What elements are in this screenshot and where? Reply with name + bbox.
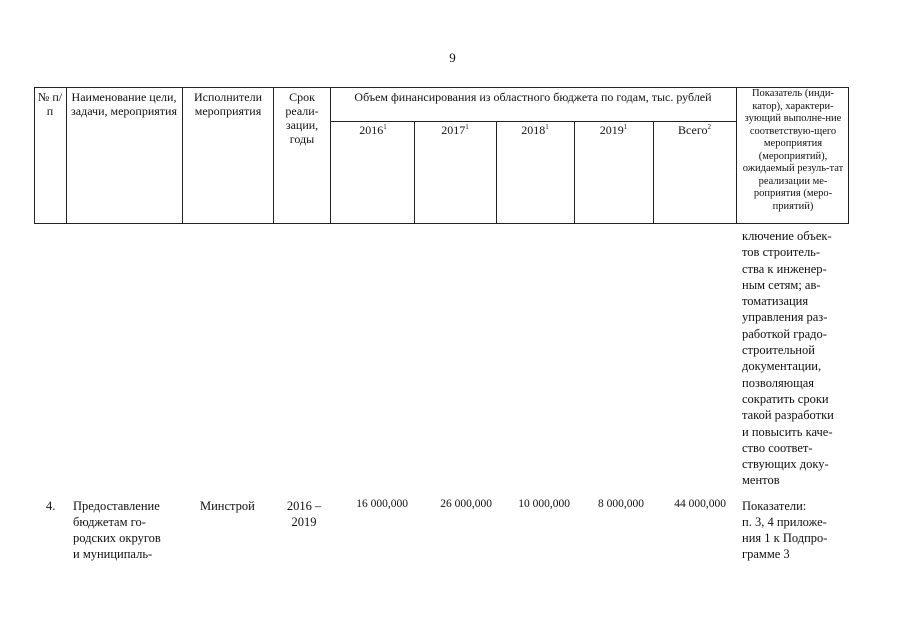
header-col-num: № п/п	[37, 90, 63, 118]
row-value-total: 44 000,000	[674, 498, 726, 510]
text-line: ство соответ-	[742, 440, 813, 455]
row-value-2018: 10 000,000	[518, 498, 570, 510]
column-divider	[574, 121, 575, 224]
text-line: грамме 3	[742, 547, 790, 561]
text-line: ства к инженер-	[742, 261, 827, 276]
text-line: сократить сроки	[742, 391, 829, 406]
text-line: работкой градо-	[742, 326, 827, 341]
text-line: ментов	[742, 473, 780, 488]
row-value-2017: 26 000,000	[440, 498, 492, 510]
subheader-divider	[330, 121, 736, 122]
text-line: ным сетям; ав-	[742, 277, 821, 292]
text-line: п. 3, 4 приложе-	[742, 515, 827, 529]
text-line: документации,	[742, 359, 822, 374]
row-value-2019: 8 000,000	[598, 498, 644, 510]
header-col-term: Срок реали-зации, годы	[285, 90, 319, 146]
text-line: ствующих доку-	[742, 457, 829, 472]
text-line: Показатели:	[742, 499, 807, 513]
column-divider	[273, 87, 274, 224]
row-number: 4.	[46, 499, 56, 513]
header-col-indicator: Показатель (инди-катор), характери-зующий выполне-ние соответствую-щего мероприятия (мероприятий), ожидаемый резуль-тат реализации ме-роприятия (меро-приятий)	[742, 88, 844, 212]
continued-indicator-text	[742, 228, 860, 489]
header-year-2016: 2016$^1$	[359, 123, 387, 137]
header-year-2018: 2018$^1$	[521, 123, 549, 137]
row-name	[73, 498, 181, 562]
text-line: бюджетам го-	[73, 515, 146, 529]
text-line: и повысить каче-	[742, 424, 833, 439]
text-line: родских округов	[73, 531, 161, 545]
page-number: 9	[449, 50, 456, 65]
text-line: и муниципаль-	[73, 547, 153, 561]
header-year-2017: 2017$^1$	[441, 123, 469, 137]
column-divider	[66, 87, 67, 224]
text-line: 2016 –	[286, 499, 322, 513]
text-line: такой разработки	[742, 408, 834, 423]
header-col-executor: Исполнители мероприятия	[193, 90, 263, 118]
column-divider	[330, 87, 331, 224]
text-line: 2019	[291, 515, 317, 529]
row-executor: Минстрой	[200, 499, 255, 513]
column-divider	[414, 121, 415, 224]
header-year-total: Всего$^2$	[678, 123, 711, 137]
column-divider	[182, 87, 183, 224]
column-divider	[736, 87, 737, 224]
text-line: позволяющая	[742, 375, 815, 390]
text-line: томатизация	[742, 294, 809, 309]
header-year-2019: 2019$^1$	[599, 123, 628, 137]
row-indicator	[742, 498, 860, 562]
column-divider	[496, 121, 497, 224]
text-line: управления раз-	[742, 310, 828, 325]
text-line: Предоставление	[73, 499, 160, 513]
row-term	[282, 498, 326, 530]
header-col-name: Наименование цели, задачи, мероприятия	[71, 90, 177, 118]
row-value-2016: 16 000,000	[356, 498, 408, 510]
text-line: тов строитель-	[742, 245, 821, 260]
column-divider	[653, 121, 654, 224]
text-line: ния 1 к Подпро-	[742, 531, 828, 545]
text-line: ключение объек-	[742, 229, 832, 243]
header-col-funding: Объем финансирования из областного бюджета по годам, тыс. рублей	[354, 90, 712, 104]
text-line: строительной	[742, 343, 815, 358]
